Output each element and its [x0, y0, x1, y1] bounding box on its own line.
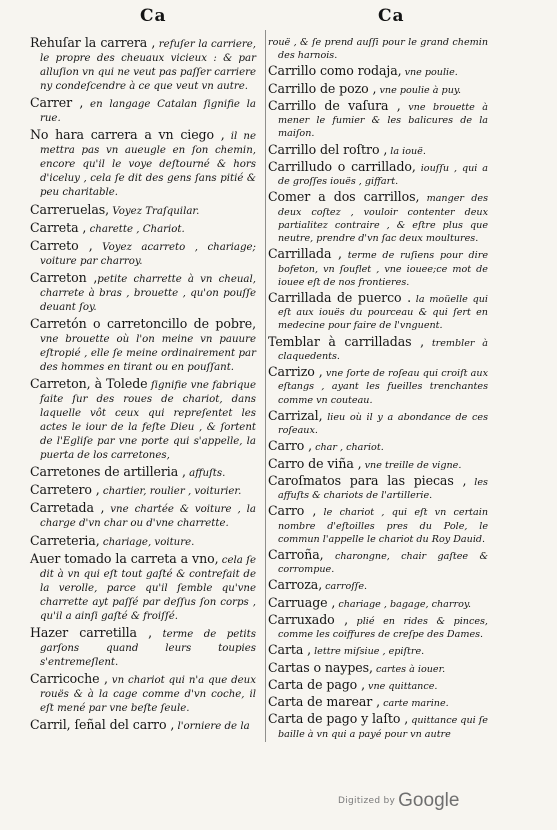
definition: chartier, roulier , voiturier.: [99, 486, 242, 498]
definition: charette , Chariot.: [86, 223, 185, 235]
headword: Carta de marear ,: [268, 694, 381, 710]
dictionary-entry: [268, 439, 488, 454]
headword: Carrillada ,: [268, 246, 342, 262]
headword: Hazer carretilla ,: [30, 624, 153, 640]
definition: iouſſu , qui a de groſſes iouës , giffart.: [278, 162, 488, 188]
headword: Carruage ,: [268, 594, 336, 610]
dictionary-entry: [268, 457, 488, 472]
dictionary-entry: [30, 465, 256, 481]
headword: Carro ,: [268, 503, 317, 519]
dictionary-entry: [268, 504, 488, 546]
dictionary-entry: [268, 613, 488, 641]
dictionary-entry: [268, 335, 488, 363]
headword: Carreton, à Tolede: [30, 376, 148, 392]
definition: les affuſts & chariots de l'artillerie.: [278, 476, 488, 502]
headword: Carretada ,: [30, 500, 105, 516]
dictionary-entry: [30, 128, 256, 200]
definition: manger des deux coſtez , vouloir contenter deux partialitez contraire , & eſtre plus que neutre, prendre d'vn ſac deux moultures.: [278, 193, 488, 245]
dictionary-entry: [268, 64, 488, 79]
dictionary-entry: [268, 712, 488, 740]
dictionary-entry: [268, 643, 488, 658]
dictionary-entry: [30, 501, 256, 531]
headword: Carrillo del roſtro ,: [268, 141, 388, 157]
dictionary-entry: [268, 661, 488, 676]
dictionary-entry: [268, 82, 488, 97]
definition: vne brouette à mener le fumier & les balicures de la maiſon.: [278, 101, 488, 140]
definition: cartes à iouer.: [372, 663, 446, 675]
definition: lettre miſsiue , epiſtre.: [311, 646, 425, 658]
definition: l'orniere de la: [174, 721, 250, 733]
definition: le chariot , qui eſt vn certain nombre d'eſtoilles pres du Pole, le commun l'appelle le chariot du Roy Dauid.: [278, 507, 489, 545]
headword: Carta de pago ,: [268, 676, 365, 692]
definition: la moüelle qui eſt aux iouës du pourceau & qui ſert en medecine pour faire de l'vnguent.: [278, 293, 488, 332]
headword: Cartas o naypes,: [268, 659, 373, 675]
dictionary-entry: [268, 160, 488, 188]
dictionary-entry: [268, 409, 488, 437]
headword: Carrizal,: [268, 407, 323, 423]
headword: Carrillo como rodaja,: [268, 63, 402, 79]
headword: Carril, ſeñal del carro ,: [30, 717, 175, 733]
headword: Carrilludo o carrillado,: [268, 158, 416, 174]
dictionary-entry: [30, 626, 256, 670]
definition: ſignifie vne fabrique faite ſur des roues de chariot, dans laquelle vôt ceux qui repreſentet les actes le iour de la feſte Dieu , & ſortent de l'Egliſe par vne porte qui s'appelle, la puerta de los carretones,: [40, 380, 257, 462]
dictionary-entry: [30, 203, 256, 219]
dictionary-entry: [268, 36, 488, 62]
headword: Auer tomado la carreta a vno,: [30, 550, 219, 566]
headword: Carta de pago y laſto ,: [268, 711, 409, 727]
dictionary-entry: [268, 578, 488, 593]
definition: vne poulie à puy.: [376, 84, 462, 96]
definition: plié en rides & pinces, comme les coiffures de creſpe des Dames.: [278, 615, 488, 641]
dictionary-entry: [268, 548, 488, 576]
definition: cela ſe dit à vn qui eſt tout gaſté & contrefait de la verolle, parce qu'il ſemble qu'vne charrette ayt paſſé par deſſus ſon corps , qu'il a ainſi gaſté & froiſſé.: [40, 554, 256, 622]
google-logo: Google: [398, 790, 460, 811]
definition: Voyez acarreto , chariage; voiture par charroy.: [40, 241, 256, 267]
headword: Carreton ,: [30, 269, 98, 285]
dictionary-entry: [30, 239, 256, 269]
headword: Temblar à carrilladas ,: [268, 333, 425, 349]
dictionary-entry: [268, 474, 488, 502]
definition: vne chartée & voiture , la charge d'vn char ou d'vne charrette.: [40, 504, 256, 530]
headword: Rehuſar la carrera ,: [30, 35, 156, 50]
headword: Carricoche ,: [30, 670, 108, 686]
headword: Carrizo ,: [268, 364, 323, 380]
definition: vne poulie.: [401, 67, 458, 79]
definition: quittance qui ſe baille à vn qui a payé pour vn autre: [278, 715, 488, 740]
dictionary-entry: [30, 718, 256, 734]
headword: Carrillo de vaſura ,: [268, 97, 401, 113]
digitized-footer: [338, 790, 459, 812]
headword: Carreta ,: [30, 219, 87, 235]
definition: chariage , bagage, charroy.: [335, 598, 472, 610]
definition: Voyez Traſquilar.: [109, 205, 200, 217]
dictionary-entry: [30, 221, 256, 237]
dictionary-entry: [30, 552, 256, 624]
dictionary-entry: [268, 678, 488, 693]
headword: Carretones de artilleria ,: [30, 464, 186, 480]
definition: terme de petits garſons quand leurs toupies s'entremeſlent.: [40, 628, 256, 668]
dictionary-entry: [268, 190, 488, 245]
definition: vne treille de vigne.: [361, 459, 462, 471]
headword: Carrillada de puerco .: [268, 289, 412, 305]
headword: Carreteria,: [30, 532, 100, 548]
headword: Carrer ,: [30, 95, 84, 111]
definition: vne brouette où l'on meine vn pauure eſtropié , elle ſe meine ordinairement par des hommes en tirant ou en pouſſant.: [40, 333, 256, 373]
headword: Carretón o carretoncillo de pobre,: [30, 315, 256, 331]
running-header-right: Ca: [378, 6, 405, 26]
footer-prefix: Digitized by: [338, 796, 396, 806]
headword: Carreto ,: [30, 237, 93, 253]
dictionary-entry: [30, 271, 256, 315]
definition: en langage Catalan ſignifie la rue.: [40, 99, 256, 125]
headword: Carro de viña ,: [268, 455, 362, 471]
left-column: [30, 36, 256, 736]
definition: lieu où il y a abondance de ces roſeaux.: [278, 411, 488, 437]
dictionary-entry: [268, 291, 488, 333]
definition: trembler à claquedents.: [278, 337, 488, 362]
column-divider: [265, 30, 266, 742]
dictionary-entry: [268, 596, 488, 611]
dictionary-entry: [30, 377, 256, 463]
dictionary-entry: [268, 365, 488, 407]
definition: charongne, chair gaſtee & corrompue.: [278, 550, 488, 576]
headword: Carretero ,: [30, 482, 100, 498]
running-header-left: Ca: [140, 6, 167, 26]
definition: terme de ruſiens pour dire bofeton, vn ſouflet , vne iouee;ce mot de iouee eſt de nos frontieres.: [278, 250, 489, 288]
definition: vn chariot qui n'a que deux rouës & à la cage comme d'vn coche, il eſt mené par vne beſte ſeule.: [40, 674, 256, 715]
headword: Carrillo de pozo ,: [268, 80, 377, 96]
definition: petite charrette à vn cheual, charrete à bras , brouette , qu'on pouſſe deuant ſoy.: [40, 273, 256, 313]
definition: vne quittance.: [364, 680, 438, 692]
headword: Carreruelas,: [30, 201, 110, 217]
dictionary-entry: [30, 483, 256, 499]
definition: refuſer la carriere, le propre des cheuaux vicieux : & par alluſion vn qui ne veut pas paſſer carriere ny condeſcendre à ce que veut vn autre.: [40, 39, 256, 93]
dictionary-entry: [268, 247, 488, 289]
headword: Carruxado ,: [268, 611, 348, 627]
headword: No hara carrera a vn ciego ,: [30, 127, 225, 143]
definition: carroſſe.: [322, 581, 368, 593]
definition: vne ſorte de roſeau qui croiſt aux eſtangs , ayant les fueilles trenchantes comme vn couteau.: [278, 368, 488, 406]
dictionary-entry: [268, 695, 488, 710]
dictionary-entry: [268, 143, 488, 158]
headword: Comer a dos carrillos,: [268, 189, 420, 205]
dictionary-entry: [30, 534, 256, 550]
definition: affuſts.: [185, 468, 226, 480]
headword: Carta ,: [268, 642, 312, 658]
dictionary-entry: [30, 36, 256, 94]
right-column: [268, 36, 488, 743]
definition: chariage, voiture.: [99, 536, 195, 548]
headword: Carroza,: [268, 577, 323, 593]
definition: la iouë.: [387, 145, 426, 157]
dictionary-entry: [30, 96, 256, 126]
definition: char , chariot.: [312, 442, 384, 454]
headword: Caroſmatos para las piecas ,: [268, 472, 467, 488]
headword: Carroña,: [268, 546, 324, 562]
dictionary-entry: [30, 317, 256, 375]
definition: rouë , & ſe prend auſſi pour le grand chemin des harnois.: [268, 37, 488, 62]
definition: carte marine.: [380, 698, 449, 710]
definition: il ne mettra pas vn aueugle en ſon chemin, encore qu'il le voye deſtourné & hors d'iceluy , cela ſe dit des gens ſans pitié & peu charitable.: [40, 131, 256, 199]
dictionary-entry: [268, 99, 488, 141]
dictionary-entry: [30, 672, 256, 716]
headword: Carro ,: [268, 438, 313, 454]
